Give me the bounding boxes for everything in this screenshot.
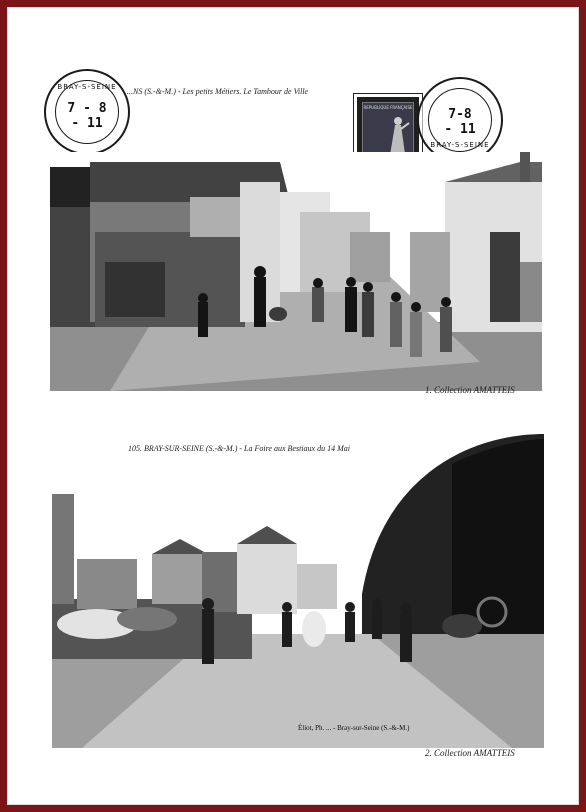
postmark-right-date: 7-8 - 11 bbox=[444, 107, 476, 137]
postmark-left-date: 7 - 8 - 11 bbox=[67, 101, 107, 131]
postcard-2-collection-label: Collection AMATTEIS bbox=[434, 748, 515, 758]
postcard-1-number: 1. bbox=[425, 385, 432, 395]
postmark-right bbox=[417, 77, 503, 163]
postcard-2-photo bbox=[52, 434, 544, 748]
postcard-2-collection bbox=[425, 748, 515, 758]
album-page bbox=[7, 7, 579, 805]
postcard-2-publisher: Éliot, Ph. ... - Bray-sur-Seine (S.-&-M.) bbox=[298, 724, 410, 732]
postage-stamp-legend: REPUBLIQUE FRANÇAISE bbox=[363, 105, 413, 110]
postcard-2-number: 2. bbox=[425, 748, 432, 758]
postmark-right-town: BRAY-S-SEINE bbox=[430, 141, 490, 149]
postmark-left bbox=[44, 69, 130, 155]
postmark-left-town: BRAY-S-SEINE bbox=[57, 83, 117, 91]
postcard-1-collection bbox=[425, 385, 515, 395]
postcard-2-title: 105. BRAY-SUR-SEINE (S.-&-M.) - La Foire aux Bestiaux du 14 Mai bbox=[128, 444, 350, 453]
postcard-1-photo bbox=[50, 152, 542, 391]
postcard-1-title: ...NS (S.-&-M.) - Les petits Métiers. Le Tambour de Ville bbox=[127, 87, 309, 96]
postcard-1-collection-label: Collection AMATTEIS bbox=[434, 385, 515, 395]
